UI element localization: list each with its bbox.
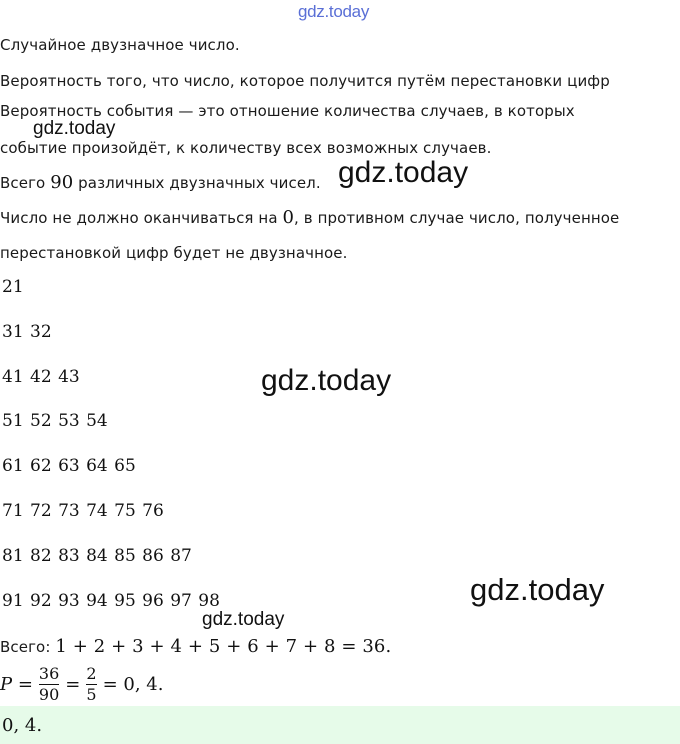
- formula-lhs: P =: [0, 673, 33, 695]
- condition-end: , в противном случае число, полученное: [294, 209, 620, 227]
- total-count-number: 90: [50, 172, 74, 193]
- formula-rhs: = 0, 4.: [102, 673, 164, 695]
- watermark: gdz.today: [33, 118, 116, 139]
- watermark: gdz.today: [202, 609, 285, 630]
- condition-number: 0: [282, 207, 295, 228]
- fraction-denominator: 90: [38, 684, 60, 704]
- total-sum-expression: 1 + 2 + 3 + 4 + 5 + 6 + 7 + 8 = 36.: [55, 636, 392, 657]
- watermark: gdz.today: [470, 572, 605, 607]
- number-row: 81 82 83 84 85 86 87: [2, 546, 192, 566]
- number-row: 31 32: [2, 322, 52, 342]
- total-sum-label: Всего:: [0, 638, 56, 656]
- fraction-numerator: 2: [86, 663, 97, 683]
- answer-value: 0, 4.: [2, 714, 43, 736]
- fraction-denominator: 5: [86, 684, 97, 704]
- number-row: 71 72 73 74 75 76: [2, 501, 164, 521]
- number-row: 91 92 93 94 95 96 97 98: [2, 591, 220, 611]
- formula-equals: =: [65, 673, 81, 695]
- condition-line-2: перестановкой цифр будет не двузначное.: [0, 244, 348, 262]
- definition-line-2: событие произойдёт, к количеству всех возможных случаев.: [0, 139, 492, 157]
- watermark: gdz.today: [338, 156, 469, 189]
- definition-line-1: Вероятность события — это отношение количества случаев, в которых: [0, 102, 575, 120]
- condition-text: Число не должно оканчиваться на: [0, 209, 283, 227]
- problem-statement: Случайное двузначное число.: [0, 36, 240, 54]
- total-count-text: Всего: [0, 174, 51, 192]
- watermark: gdz.today: [298, 2, 370, 21]
- number-row: 21: [2, 277, 24, 297]
- number-row: 51 52 53 54: [2, 411, 108, 431]
- total-sum-line: [0, 636, 391, 657]
- condition-line: [0, 207, 619, 228]
- probability-question: Вероятность того, что число, которое получится путём перестановки цифр: [0, 72, 610, 90]
- number-row: 41 42 43: [2, 367, 80, 387]
- probability-formula: [0, 662, 163, 706]
- fraction-2-5: [86, 665, 96, 704]
- fraction-36-90: [39, 665, 59, 704]
- watermark: gdz.today: [261, 364, 392, 397]
- answer-box: [0, 706, 680, 744]
- total-count-line: [0, 172, 321, 193]
- number-row: 61 62 63 64 65: [2, 456, 136, 476]
- total-count-end: различных двузначных чисел.: [73, 174, 321, 192]
- fraction-numerator: 36: [38, 663, 60, 683]
